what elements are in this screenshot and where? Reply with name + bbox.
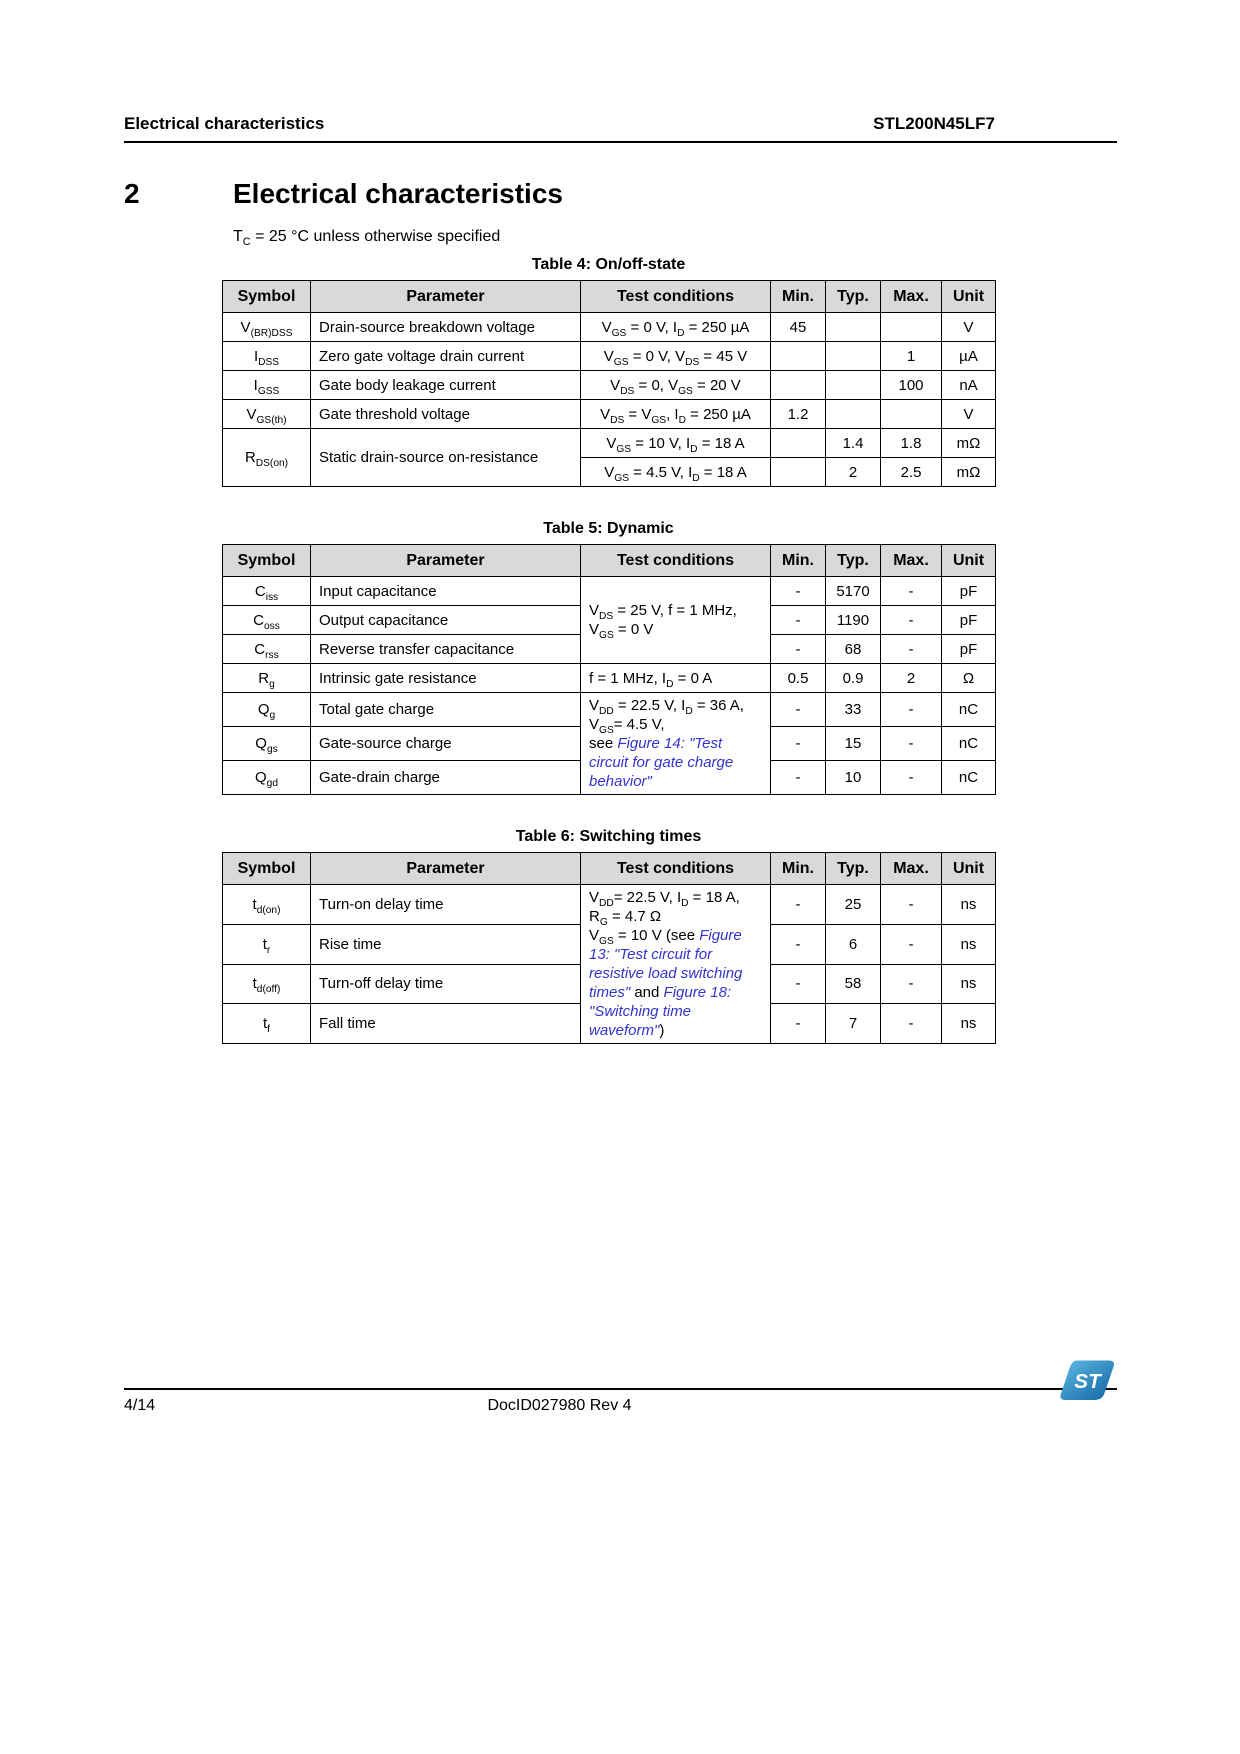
table-cell: $V_{DS} = 0$, $V_{GS} = 20$ V — [581, 371, 771, 400]
table-cell: ns — [942, 964, 996, 1004]
table-cell: nC — [942, 693, 996, 727]
header-section-title: Electrical characteristics — [124, 114, 325, 133]
table-cell: V — [942, 400, 996, 429]
table-cell — [826, 400, 881, 429]
column-header: Test conditions — [581, 281, 771, 313]
column-header: Min. — [771, 545, 826, 577]
header-part-number: STL200N45LF7 — [873, 114, 995, 133]
table-cell: - — [881, 924, 942, 964]
column-header: Typ. — [826, 281, 881, 313]
table-cell — [826, 371, 881, 400]
column-header: Parameter — [311, 853, 581, 885]
table-cell: - — [881, 693, 942, 727]
section-heading — [124, 178, 563, 210]
table-cell: nA — [942, 371, 996, 400]
section-subtitle: $T_C = 25$ °C unless otherwise specified — [233, 228, 501, 249]
table-row — [223, 429, 996, 458]
header-row — [223, 545, 996, 577]
table-cell: $t_f$ — [223, 1004, 311, 1044]
table-cell: - — [771, 1004, 826, 1044]
table-cell: Turn-off delay time — [311, 964, 581, 1004]
table-cell: 6 — [826, 924, 881, 964]
table-cell: 0.9 — [826, 664, 881, 693]
table-cell: $C_{oss}$ — [223, 606, 311, 635]
section-number: 2 — [124, 178, 140, 209]
column-header: Parameter — [311, 281, 581, 313]
table-cell: 1.8 — [881, 429, 942, 458]
onoff-state-table — [222, 280, 996, 487]
table-caption: Table 4: On/off-state — [531, 256, 686, 273]
table-row — [223, 693, 996, 727]
table-row — [223, 371, 996, 400]
table-cell: $Q_{gd}$ — [223, 761, 311, 795]
table-cell: Zero gate voltage drain current — [311, 342, 581, 371]
table-cell: ns — [942, 924, 996, 964]
column-header: Typ. — [826, 545, 881, 577]
column-header: Max. — [881, 545, 942, 577]
column-header: Symbol — [223, 281, 311, 313]
column-header: Test conditions — [581, 545, 771, 577]
table-block-dynamic — [222, 520, 995, 795]
table-row — [223, 342, 996, 371]
table-cell: - — [771, 635, 826, 664]
table-row — [223, 577, 996, 606]
table-cell: Ω — [942, 664, 996, 693]
table-cell — [771, 371, 826, 400]
table-cell: 0.5 — [771, 664, 826, 693]
dynamic-table — [222, 544, 996, 795]
table-cell: ns — [942, 885, 996, 925]
table-cell: - — [881, 885, 942, 925]
header-rule — [124, 141, 1117, 143]
table-cell: $I_{DSS}$ — [223, 342, 311, 371]
table-cell: $V_{GS} = 0$ V, $V_{DS} = 45$ V — [581, 342, 771, 371]
column-header: Parameter — [311, 545, 581, 577]
table-cell: $R_{DS(on)}$ — [223, 429, 311, 487]
table-cell: 1.2 — [771, 400, 826, 429]
switching-times-table — [222, 852, 996, 1044]
column-header: Symbol — [223, 545, 311, 577]
column-header: Min. — [771, 853, 826, 885]
table-cell: V — [942, 313, 996, 342]
column-header: Min. — [771, 281, 826, 313]
table-cell: Rise time — [311, 924, 581, 964]
table-cell: 1 — [881, 342, 942, 371]
table-cell: $V_{GS(th)}$ — [223, 400, 311, 429]
footer-rule — [124, 1388, 1117, 1390]
table-cell: $t_r$ — [223, 924, 311, 964]
table-cell: $V_{GS} = 4.5$ V, $I_D = 18$ A — [581, 458, 771, 487]
table-caption: Table 5: Dynamic — [543, 520, 674, 537]
table-cell: Drain-source breakdown voltage — [311, 313, 581, 342]
table-cell: nC — [942, 761, 996, 795]
table-cell: $Q_g$ — [223, 693, 311, 727]
table-cell: $V_{DD}= 22.5$ V, $I_D = 18$ A, $R_G = 4.7$ Ω $V_{GS} = 10$ V (see Figure 13: "Test circuit for resistive load switching times" and Figure 18: "Switching time waveform") — [581, 885, 771, 1044]
figure-link[interactable]: Figure 18: "Switching time waveform" — [589, 984, 732, 1039]
table-cell: $V_{DD} = 22.5$ V, $I_D = 36$ A, $V_{GS}= 4.5$ V, see Figure 14: "Test circuit for gate charge behavior" — [581, 693, 771, 795]
column-header: Unit — [942, 853, 996, 885]
table-cell: 2.5 — [881, 458, 942, 487]
column-header: Max. — [881, 281, 942, 313]
table-cell: Input capacitance — [311, 577, 581, 606]
page-header — [124, 114, 1117, 143]
table-cell: 100 — [881, 371, 942, 400]
table-cell: $t_{d(on)}$ — [223, 885, 311, 925]
column-header: Test conditions — [581, 853, 771, 885]
table-cell: - — [881, 727, 942, 761]
table-cell: f = 1 MHz, $I_D = 0$ A — [581, 664, 771, 693]
table-cell: $R_g$ — [223, 664, 311, 693]
table-cell: $V_{DS} = V_{GS}$, $I_D = 250$ µA — [581, 400, 771, 429]
table-cell: $V_{(BR)DSS}$ — [223, 313, 311, 342]
table-cell: Gate-drain charge — [311, 761, 581, 795]
table-cell: $V_{GS} = 0$ V, $I_D = 250$ µA — [581, 313, 771, 342]
table-cell: - — [771, 606, 826, 635]
column-header: Unit — [942, 545, 996, 577]
st-logo-icon — [1058, 1357, 1117, 1404]
table-cell: µA — [942, 342, 996, 371]
table-caption: Table 6: Switching times — [515, 828, 702, 845]
table-cell: Intrinsic gate resistance — [311, 664, 581, 693]
table-cell — [771, 429, 826, 458]
table-cell: - — [881, 577, 942, 606]
figure-link[interactable]: Figure 14: "Test circuit for gate charge behavior" — [589, 735, 734, 790]
table-cell: 68 — [826, 635, 881, 664]
table-cell: Gate-source charge — [311, 727, 581, 761]
table-cell: - — [881, 635, 942, 664]
table-cell: 10 — [826, 761, 881, 795]
table-cell: 15 — [826, 727, 881, 761]
table-cell: - — [881, 606, 942, 635]
table-cell: 2 — [826, 458, 881, 487]
table-cell — [881, 313, 942, 342]
table-cell: - — [771, 761, 826, 795]
table-cell: Fall time — [311, 1004, 581, 1044]
header-row — [223, 281, 996, 313]
table-cell: 7 — [826, 1004, 881, 1044]
table-cell: Reverse transfer capacitance — [311, 635, 581, 664]
table-cell: - — [771, 924, 826, 964]
table-cell — [771, 458, 826, 487]
column-header: Typ. — [826, 853, 881, 885]
table-cell: mΩ — [942, 458, 996, 487]
table-cell: Turn-on delay time — [311, 885, 581, 925]
table-cell: 1.4 — [826, 429, 881, 458]
table-cell: Total gate charge — [311, 693, 581, 727]
page-footer — [124, 1370, 1117, 1415]
table-cell: 1190 — [826, 606, 881, 635]
table-cell: 45 — [771, 313, 826, 342]
table-cell: pF — [942, 635, 996, 664]
table-cell: 33 — [826, 693, 881, 727]
table-cell: 25 — [826, 885, 881, 925]
table-cell: $Q_{gs}$ — [223, 727, 311, 761]
table-cell: - — [771, 727, 826, 761]
table-cell: 2 — [881, 664, 942, 693]
table-cell: - — [881, 964, 942, 1004]
column-header: Max. — [881, 853, 942, 885]
tables-container — [222, 256, 995, 1077]
table-cell: 5170 — [826, 577, 881, 606]
table-cell — [881, 400, 942, 429]
table-cell: $I_{GSS}$ — [223, 371, 311, 400]
table-cell: - — [881, 1004, 942, 1044]
table-cell: 58 — [826, 964, 881, 1004]
section-title: Electrical characteristics — [233, 178, 563, 209]
page-number: 4/14 — [124, 1397, 156, 1414]
table-cell — [826, 313, 881, 342]
table-cell: Gate threshold voltage — [311, 400, 581, 429]
table-cell: $V_{DS} = 25$ V, f = 1 MHz, $V_{GS} = 0$ V — [581, 577, 771, 664]
table-row — [223, 313, 996, 342]
table-cell: ns — [942, 1004, 996, 1044]
table-cell: $V_{GS} = 10$ V, $I_D = 18$ A — [581, 429, 771, 458]
table-cell: - — [771, 964, 826, 1004]
table-cell: - — [771, 693, 826, 727]
table-cell: pF — [942, 577, 996, 606]
table-cell: $C_{iss}$ — [223, 577, 311, 606]
table-cell: - — [771, 577, 826, 606]
table-block-switching-times — [222, 828, 995, 1044]
column-header: Unit — [942, 281, 996, 313]
table-cell — [826, 342, 881, 371]
header-row — [223, 853, 996, 885]
table-cell: Gate body leakage current — [311, 371, 581, 400]
table-cell: Static drain-source on-resistance — [311, 429, 581, 487]
column-header: Symbol — [223, 853, 311, 885]
table-cell: - — [881, 761, 942, 795]
table-row — [223, 664, 996, 693]
doc-id: DocID027980 Rev 4 — [487, 1397, 632, 1414]
table-row — [223, 400, 996, 429]
table-row — [223, 885, 996, 925]
table-block-onoff-state — [222, 256, 995, 487]
st-logo-text: ST — [1074, 1370, 1101, 1394]
figure-link[interactable]: Figure 13: "Test circuit for resistive load switching times" — [589, 927, 743, 1001]
table-cell: - — [771, 885, 826, 925]
table-cell: $t_{d(off)}$ — [223, 964, 311, 1004]
table-cell — [771, 342, 826, 371]
table-cell: nC — [942, 727, 996, 761]
table-cell: pF — [942, 606, 996, 635]
table-cell: mΩ — [942, 429, 996, 458]
table-cell: $C_{rss}$ — [223, 635, 311, 664]
table-cell: Output capacitance — [311, 606, 581, 635]
